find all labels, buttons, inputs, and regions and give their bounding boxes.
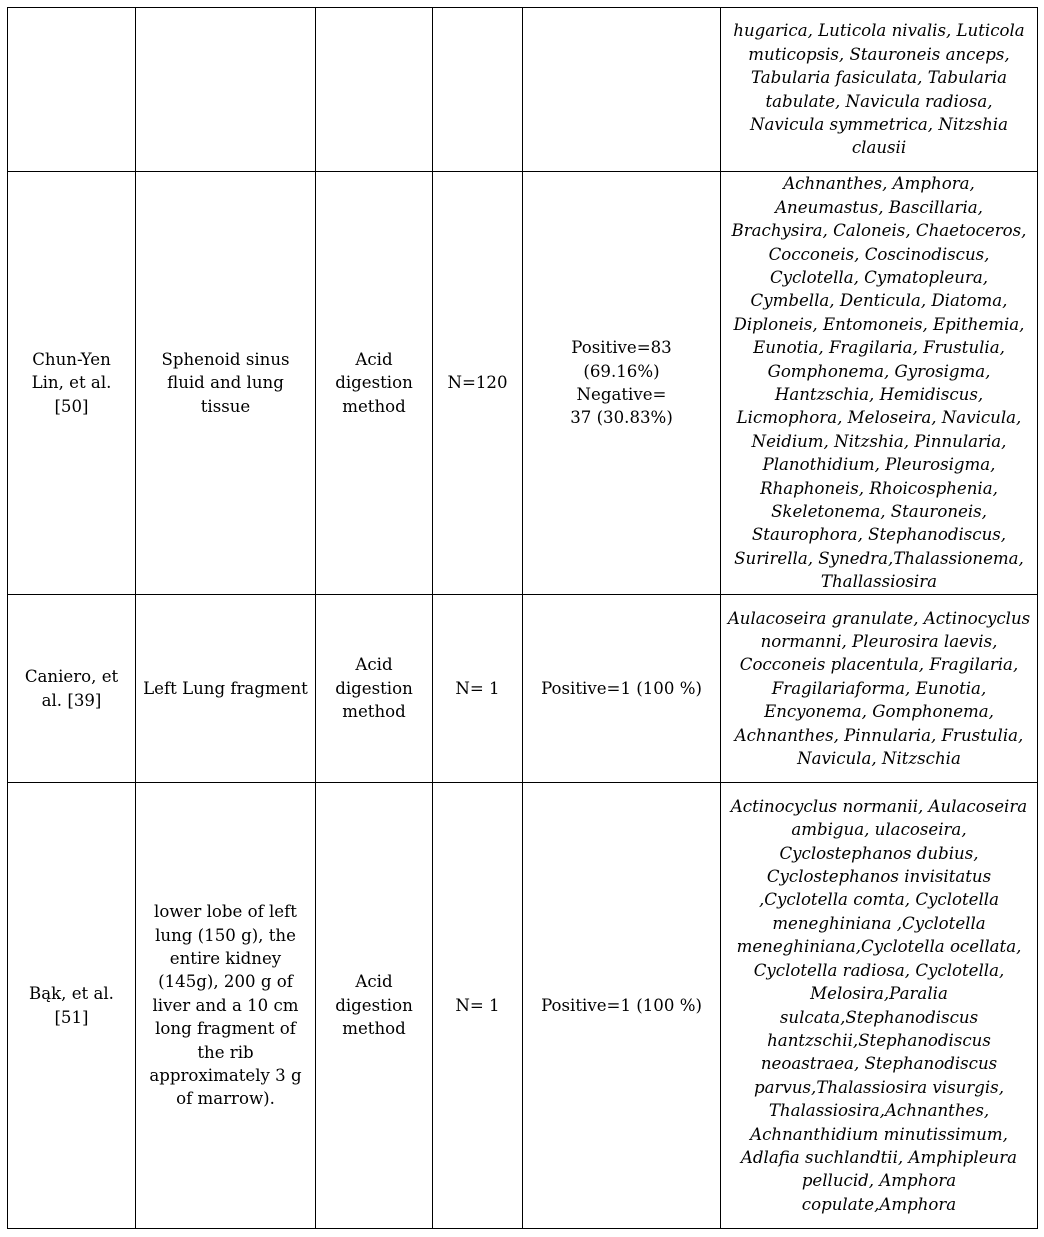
result-line: (69.16%) [583,361,660,381]
sample-size-cell: N= 1 [433,595,523,783]
sample-size-cell: N=120 [433,172,523,595]
result-cell [523,8,721,172]
sample-cell: lower lobe of left lung (150 g), the entire kidney (145g), 200 g of liver and a 10 cm long fragment of the rib approximately 3 g of marrow). [136,783,316,1229]
method-cell [316,8,433,172]
sample-cell: Sphenoid sinus fluid and lung tissue [136,172,316,595]
method-cell: Acid digestion method [316,595,433,783]
table-row [8,595,1038,783]
study-cell: Chun-Yen Lin, et al. [50] [8,172,136,595]
table-row [8,8,1038,172]
sample-size-cell [433,8,523,172]
sample-cell: Left Lung fragment [136,595,316,783]
species-cell: Actinocyclus normanii, Aulacoseira ambigua, ulacoseira, Cyclostephanos dubius, Cyclostephanos invisitatus ,Cyclotella comta, Cyclotella meneghiniana ,Cyclotella meneghiniana,Cyclotella ocellata, Cyclotella radiosa, Cyclotella, Melosira,Paralia sulcata,Stephanodiscus hantzschii,Stephanodiscus neoastraea, Stephanodiscus parvus,Thalassiosira visurgis, Thalassiosira,Achnanthes, Achnanthidium minutissimum, Adlafia suchlandtii, Amphipleura pellucid, Amphora copulate,Amphora [721,783,1038,1229]
result-cell: Positive=1 (100 %) [523,595,721,783]
result-cell: Positive=1 (100 %) [523,783,721,1229]
table-row [8,172,1038,595]
study-cell: Bąk, et al. [51] [8,783,136,1229]
method-cell: Acid digestion method [316,172,433,595]
result-line: 37 (30.83%) [570,408,673,428]
species-cell: Aulacoseira granulate, Actinocyclus normanni, Pleurosira laevis, Cocconeis placentula, Fragilaria, Fragilariaforma, Eunotia, Encyonema, Gomphonema, Achnanthes, Pinnularia, Frustulia, Navicula, Nitzschia [721,595,1038,783]
method-cell: Acid digestion method [316,783,433,1229]
study-cell [8,8,136,172]
result-line: Positive=83 [571,338,672,358]
diatom-study-table [7,7,1038,1229]
table-row [8,783,1038,1229]
species-cell: hugarica, Luticola nivalis, Luticola muticopsis, Stauroneis anceps, Tabularia fasiculata, Tabularia tabulate, Navicula radiosa, Navicula symmetrica, Nitzshia clausii [721,8,1038,172]
result-line: Negative= [576,385,667,404]
species-cell: Achnanthes, Amphora, Aneumastus, Bascillaria, Brachysira, Caloneis, Chaetoceros, Cocconeis, Coscinodiscus, Cyclotella, Cymatopleura, Cymbella, Denticula, Diatoma, Diploneis, Entomoneis, Epithemia, Eunotia, Fragilaria, Frustulia, Gomphonema, Gyrosigma, Hantzschia, Hemidiscus, Licmophora, Meloseira, Navicula, Neidium, Nitzshia, Pinnularia, Planothidium, Pleurosigma, Rhaphoneis, Rhoicosphenia, Skeletonema, Stauroneis, Staurophora, Stephanodiscus, Surirella, Synedra,Thalassionema, Thallassiosira [721,172,1038,595]
study-cell: Caniero, et al. [39] [8,595,136,783]
sample-size-cell: N= 1 [433,783,523,1229]
sample-cell [136,8,316,172]
result-cell [523,172,721,595]
